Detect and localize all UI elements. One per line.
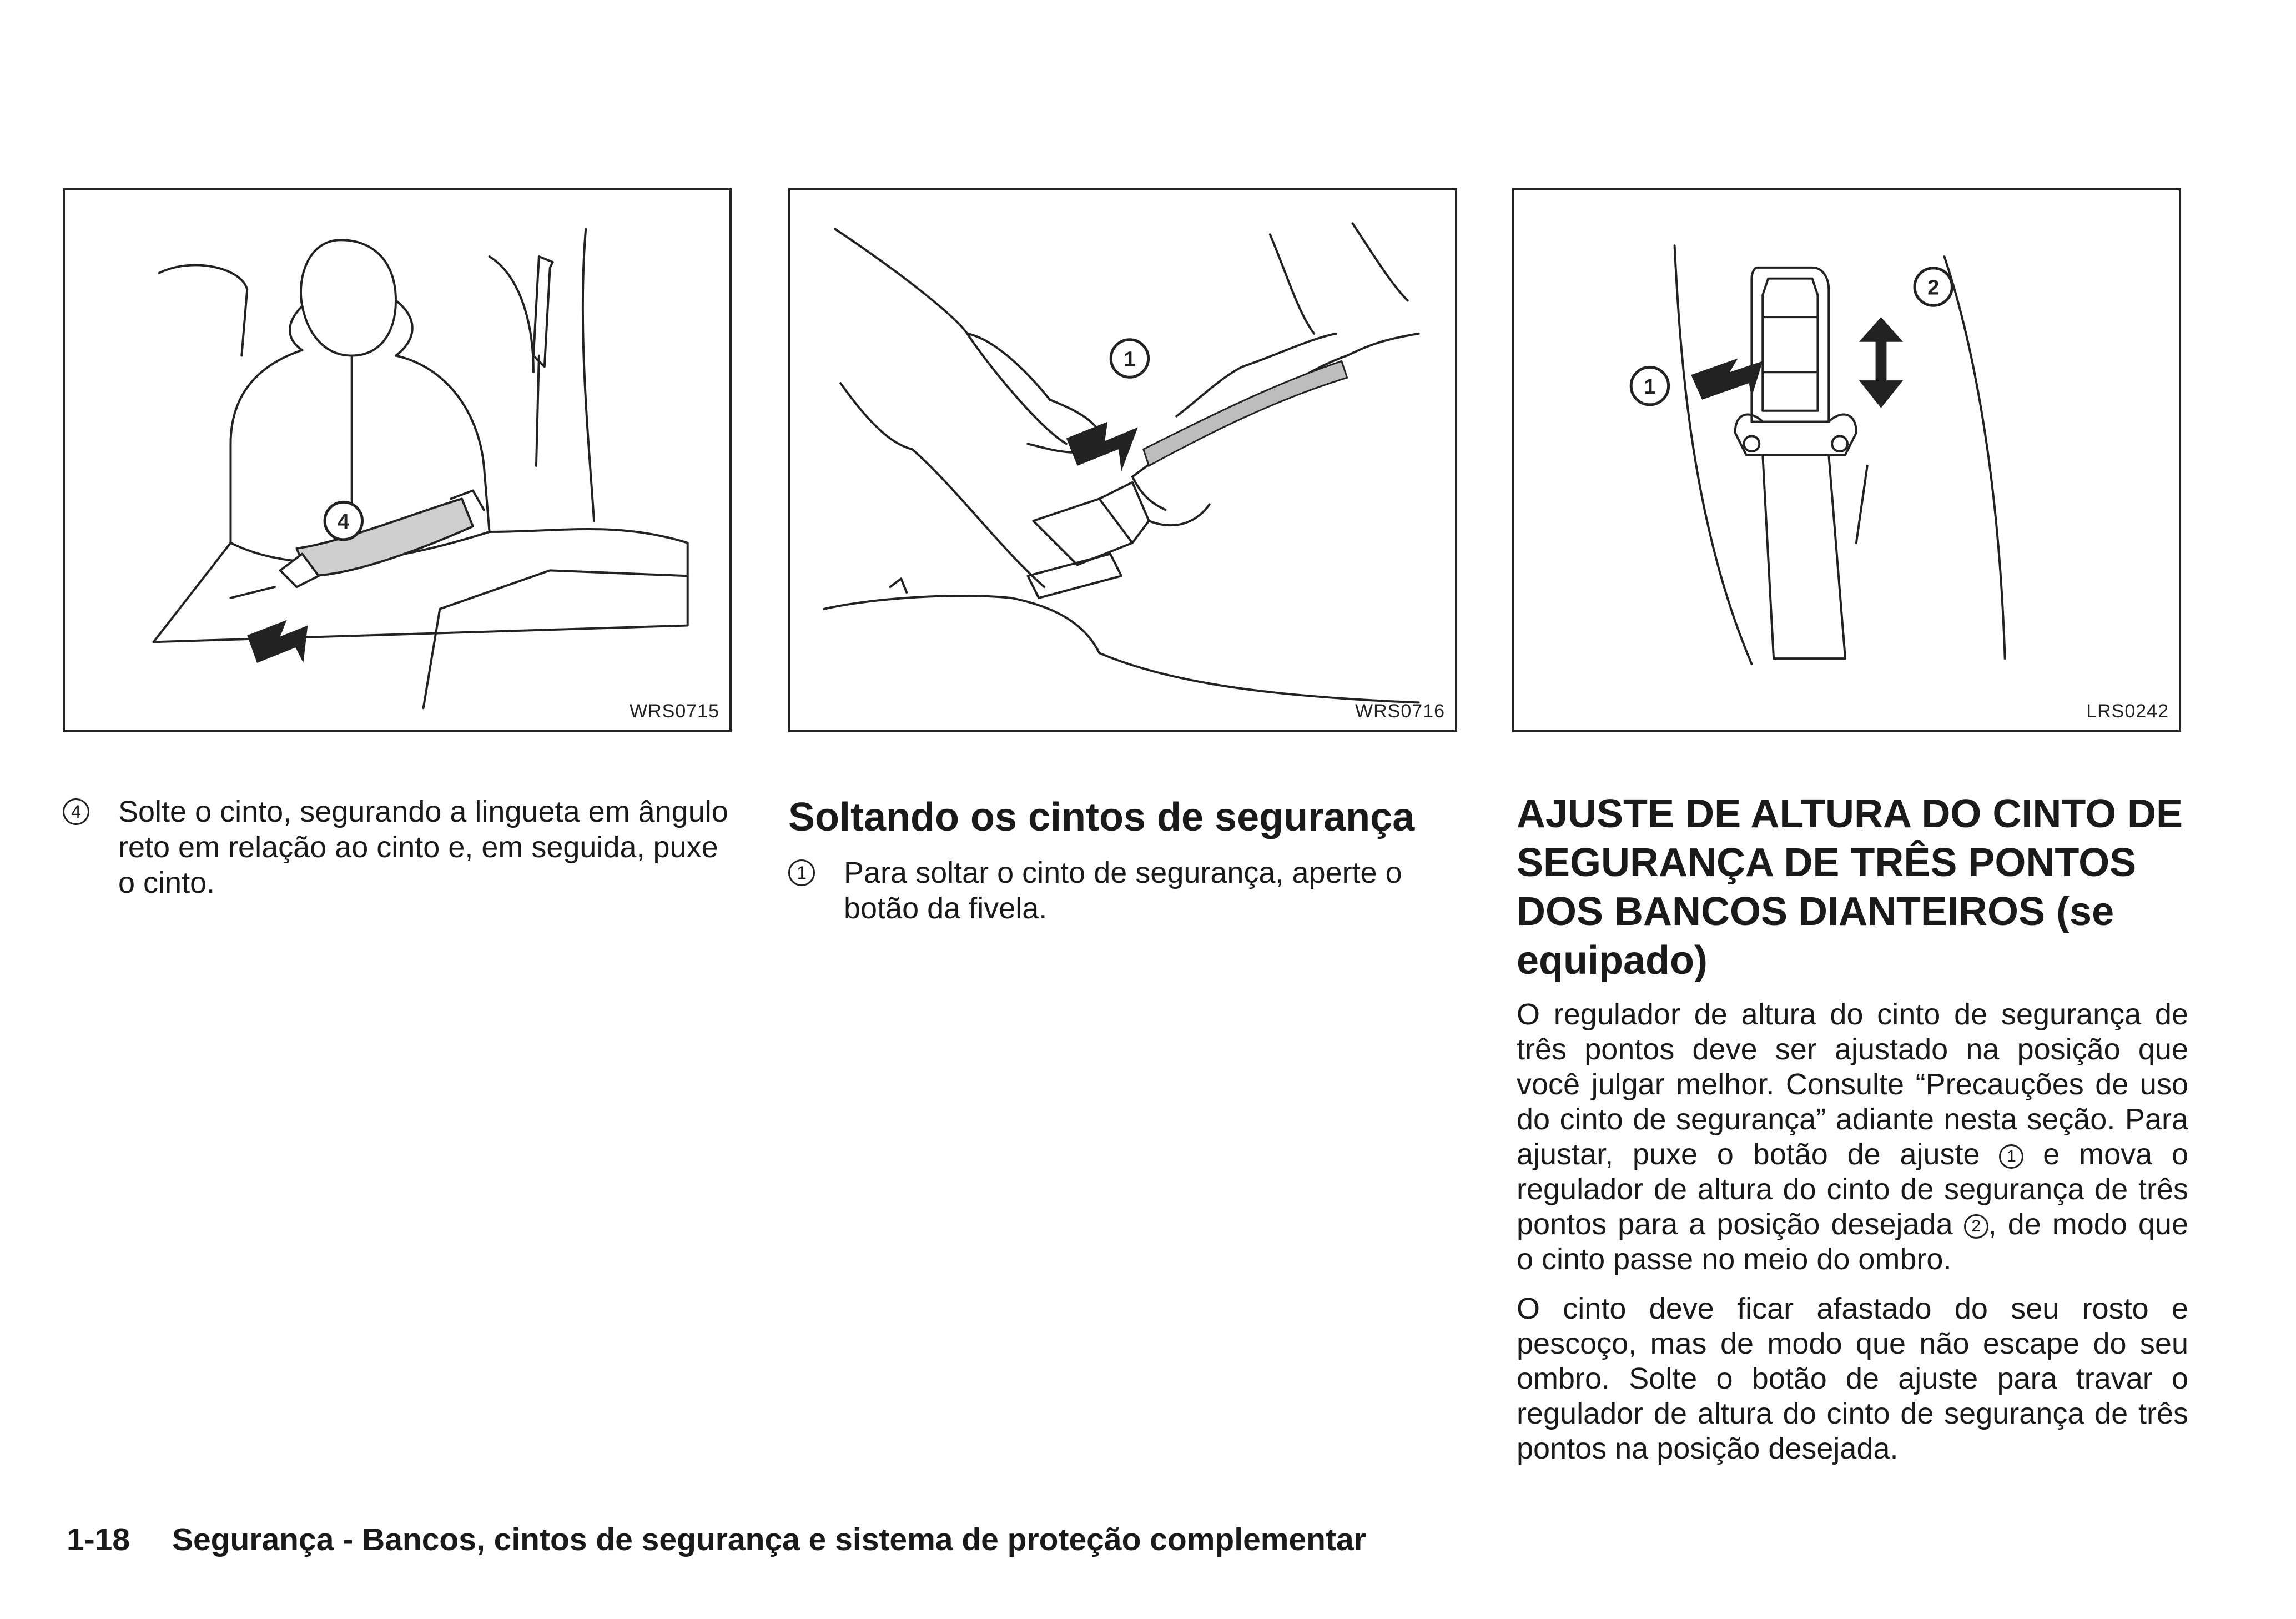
figure-height-adjuster	[1512, 188, 2181, 732]
illustration-passenger-releasing-belt	[65, 190, 729, 730]
callout-1-label: 1	[1124, 347, 1136, 371]
section-heading: Soltando os cintos de segurança	[788, 795, 1415, 839]
para-text: , de modo que o cinto passe no meio do ombro.	[1517, 1208, 2188, 1276]
step-number: 4	[63, 798, 89, 825]
step-text: Para soltar o cinto de segurança, aperte o botão da fivela.	[844, 856, 1402, 925]
callout-1-label: 1	[1644, 374, 1656, 398]
paragraph-adjust-instructions	[1517, 997, 2188, 1277]
column-height-adjustment	[1517, 790, 2188, 1481]
column-unbuckling	[788, 794, 1460, 926]
figure-buckle-button	[788, 188, 1457, 732]
figure-release-belt	[63, 188, 732, 732]
callout-2-label: 2	[1927, 275, 1940, 299]
release-arrow	[247, 620, 308, 663]
para-text: O regulador de altura do cinto de segurança de três pontos deve ser ajustado na posição que você julgar melhor. Consulte “Precauções de uso do cinto de segurança” adiante nesta seção. Para ajustar, puxe o botão de ajuste	[1517, 998, 2188, 1171]
section-heading: AJUSTE DE ALTURA DO CINTO DE SEGURANÇA DE TRÊS PONTOS DOS BANCOS DIANTEIROS (se equipado)	[1517, 792, 2183, 983]
figure-code: WRS0716	[1355, 701, 1445, 722]
callout-4-label: 4	[338, 509, 350, 533]
step-item	[63, 794, 734, 901]
page-footer	[67, 1521, 1366, 1558]
press-arrow	[1066, 422, 1138, 471]
column-release-step	[63, 794, 734, 901]
illustration-pressing-buckle-button	[790, 190, 1455, 730]
step-number: 1	[788, 859, 815, 886]
ref-2: 2	[1964, 1214, 1988, 1239]
paragraph-belt-position: O cinto deve ficar afastado do seu rosto e pescoço, mas de modo que não escape do seu ombro. Solte o botão de ajuste para travar o regulador de altura do cinto de segurança de três pontos na posição desejada.	[1517, 1292, 2188, 1465]
ref-1: 1	[1999, 1144, 2023, 1169]
step-text: Solte o cinto, segurando a lingueta em ângulo reto em relação ao cinto e, em seguida, puxe o cinto.	[118, 795, 728, 899]
illustration-belt-height-adjuster	[1514, 190, 2179, 730]
figure-code: WRS0715	[630, 701, 719, 722]
footer-title: Segurança - Bancos, cintos de segurança e sistema de proteção complementar	[172, 1522, 1366, 1557]
step-item	[788, 855, 1460, 926]
figure-code: LRS0242	[2086, 701, 2169, 722]
up-down-arrow	[1859, 317, 1903, 408]
page-number: 1-18	[67, 1522, 130, 1557]
para-text: e mova o regulador de altura do cinto de segurança de três pontos para a posição desejada	[1517, 1138, 2188, 1241]
